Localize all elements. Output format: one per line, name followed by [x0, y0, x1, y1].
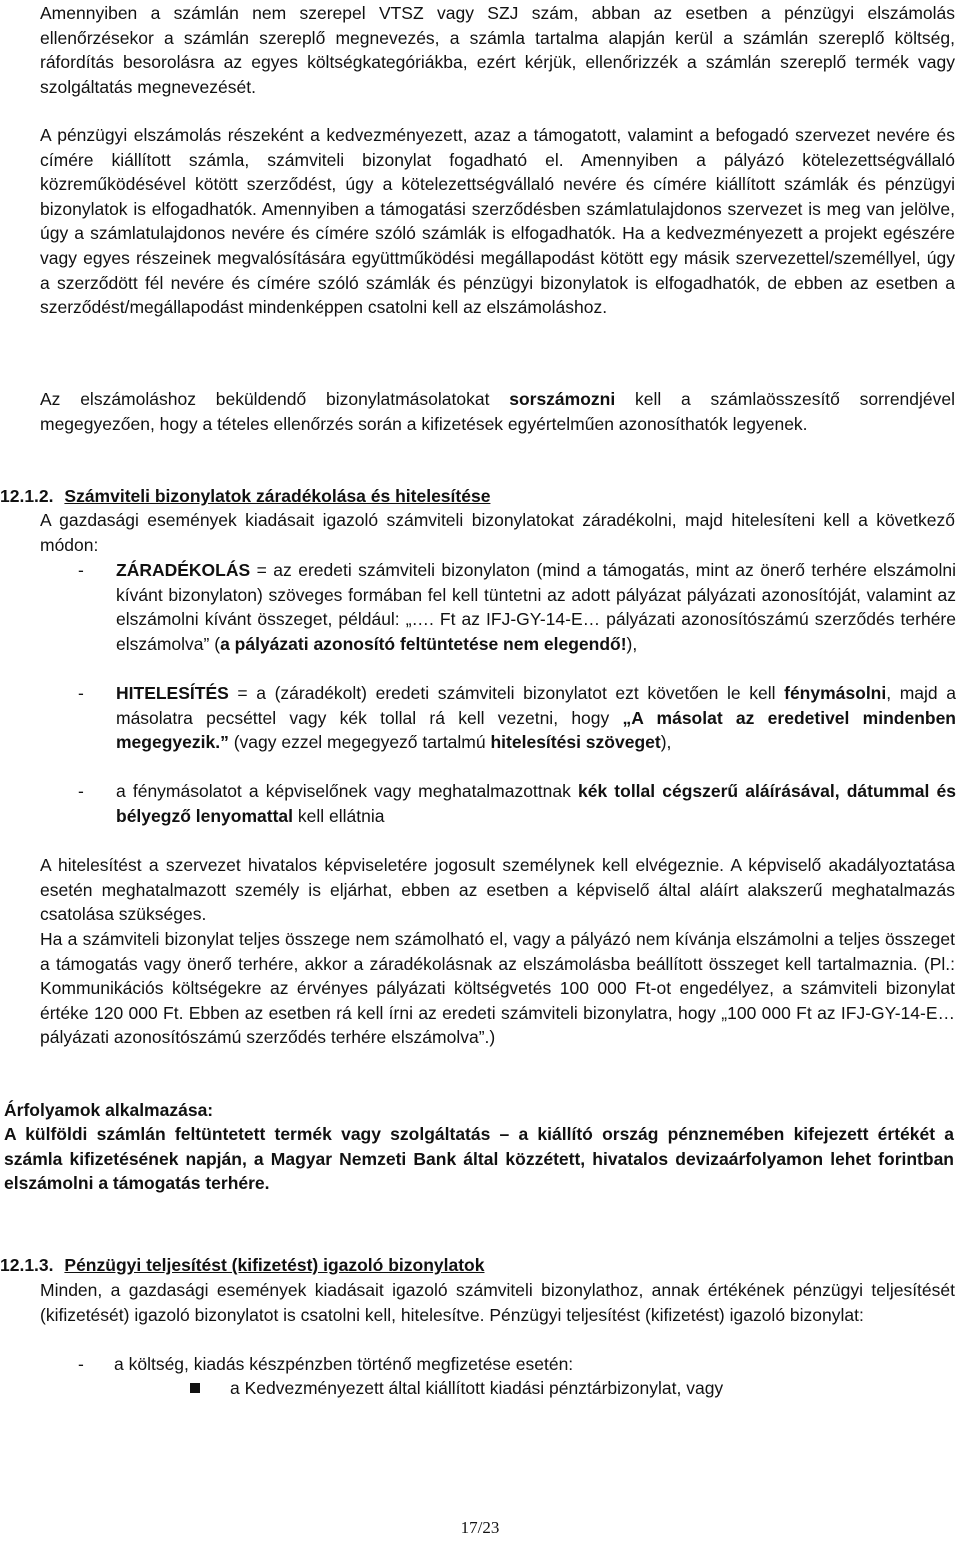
exchange-rate-text: A külföldi számlán feltüntetett termék vagy szolgáltatás – a kiállító ország pénznemében kifejezett értékét a számla kifizetésének napján, a Magyar Nemzeti Bank által közzétett, hivatalos devizaárfolyamon lehet forintban elszámolni a támogatás terhére.: [4, 1124, 954, 1194]
section-heading-12-1-3: [0, 1253, 960, 1278]
section-title: Pénzügyi teljesítést (kifizetést) igazoló bizonylatok: [64, 1255, 485, 1275]
eligible-invoices-paragraph: A pénzügyi elszámolás részeként a kedvezményezett, azaz a támogatott, valamint a befogadó szervezet nevére és címére kiállított számla, számviteli bizonylat fogadható el. Amennyiben a pályázó kötelezettségvállaló közreműködésével kötött szerződést, úgy a kötelezettségvállaló nevére és címére kiállított számlák és pénzügyi bizonylatok is elfogadhatók. Amennyiben a támogatási szerződésben számlatulajdonos szervezet is meg van jelölve, úgy a számlatulajdonos nevére és címére szóló számlák is elfogadhatók. Ha a kedvezményezett a projekt egészére vagy egyes részeinek megvalósítására együttműködési megállapodást kötött egy másik szervezettel/személlyel, úgy a szerződött fél nevére és címére szóló számlák és pénzügyi bizonylatok is elfogadhatók, de ebben az esetben a szerződést/megállapodást mindenképpen csatolni kell az elszámoláshoz.: [40, 125, 955, 318]
section-number: 12.1.3.: [0, 1255, 54, 1275]
partial-amount-paragraph: Ha a számviteli bizonylat teljes összege nem számolható el, vagy a pályázó nem kívánja elszámolni a teljes összeget a támogatás vagy önerő terhére, akkor a záradékolásnak az elszámolásba beállított összeget kell tartalmaznia. (Pl.: Kommunikációs költségekre az érvényes pályázati költségvetés 100 000 Ft-ot engedélyez, a számviteli bizonylat értéke 120 000 Ft. Ebben az esetben rá kell írni az eredeti számviteli bizonylatra, hogy „100 000 Ft az IFJ-GY-14-E… pályázati azonosítószámú szerződés terhére elszámolva”.): [40, 929, 955, 1048]
section-heading-12-1-2: [0, 484, 960, 509]
section-intro: A gazdasági események kiadásait igazoló számviteli bizonylatokat záradékolni, majd hitelesíteni kell a következő módon:: [40, 510, 955, 555]
authentication-paragraph: A hitelesítést a szervezet hivatalos képviseletére jogosult személynek kell elvégeznie. A képviselő akadályoztatása esetén meghatalmazott személy is eljárhat, ebben az esetben a képviselő által aláírt alakszerű meghatalmazás csatolása szükséges.: [40, 855, 955, 925]
intro-paragraph: Amennyiben a számlán nem szerepel VTSZ vagy SZJ szám, abban az esetben a pénzügyi elszámolás ellenőrzésekor a számlán szereplő megnevezés, a számla tartalma alapján kerül a számlán szereplő költség, ráfordítás besorolásra az egyes költségkategóriákba, ezért kérjük, ellenőrizzék a számlán szereplő termék vagy szolgáltatás megnevezését.: [40, 3, 955, 97]
section-number: 12.1.2.: [0, 486, 54, 506]
page-number: 17/23: [460, 1518, 500, 1537]
exchange-rate-title: Árfolyamok alkalmazása:: [4, 1100, 214, 1120]
numbering-keyword: sorszámozni: [509, 389, 616, 409]
document-page: Amennyiben a számlán nem szerepel VTSZ vagy SZJ szám, abban az esetben a pénzügyi elszámolás ellenőrzésekor a számlán szereplő megnevezés, a számla tartalma alapján kerül a számlán szereplő költség, ráfordítás besorolásra az egyes költségkategóriákba, ezért kérjük, ellenőrizzék a számlán szereplő termék vagy szolgáltatás megnevezését. A pénzügyi elszámolás részeként a kedvezményezett, azaz a támogatott, valamint a befogadó szervezet nevére és címére kiállított számla, számviteli bizonylat fogadható el. Amennyiben a pályázó kötelezettségvállaló közreműködésével kötött szerződést, úgy a kötelezettségvállaló nevére és címére kiállított számlák és pénzügyi bizonylatok is elfogadhatók. Amennyiben a támogatási szerződésben számlatulajdonos szervezet is meg van jelölve, úgy a számlatulajdonos nevére és címére szóló számlák is elfogadhatók. Ha a kedvezményezett a projekt egészére vagy egyes részeinek megvalósítására együttműködési megállapodást kötött egy másik szervezettel/személlyel, úgy a szerződött fél nevére és címére szóló számlák és pénzügyi bizonylatok is elfogadhatók, de ebben az esetben a szerződést/megállapodást mindenképpen csatolni kell az elszámoláshoz. Az elszámoláshoz beküldendő bizonylatmásolatokat sorszámozni kell a számlaösszesítő sorrendjével megegyezően, hogy a tételes ellenőrzés során a kifizetések egyértelműen azonosíthatók legyenek. 12.1.2. Számviteli bizonylatok záradékolása és hitelesítése A gazdasági események kiadásait igazoló számviteli bizonylatokat záradékolni, majd hitelesíteni kell a következő módon: - ZÁRADÉKOLÁS = az eredeti számviteli bizonylaton (mind a támogatás, mint az önerő terhére elszámolni kívánt bizonylaton) szöveges formában fel kell tüntetni az adott pályázat pályázati azonosítóját, valamint az elszámolni kívánt összeget, például: „…. Ft az IFJ-GY-14-E… pályázati azonosítószámú szerződés terhére elszámolva” (a pályázati azonosító feltüntetése nem elegendő!), - HITELESÍTÉS = a (záradékolt) eredeti számviteli bizonylatot ezt követően le kell fénymásolni, majd a másolatra pecséttel vagy kék tollal rá kell vezetni, hogy „A másolat az eredetivel mindenben megegyezik.” (vagy ezzel megegyező tartalmú hitelesítési szöveget), - a fénymásolatot a képviselőnek vagy meghatalmazottnak kék tollal cégszerű aláírásával, dátummal és bélyegző lenyomattal kell ellátnia A hitelesítést a szervezet hivatalos képviseletére jogosult személynek kell elvégeznie. A képviselő akadályoztatása esetén meghatalmazott személy is eljárhat, ebben az esetben a képviselő által aláírt alakszerű meghatalmazás csatolása szükséges. Ha a számviteli bizonylat teljes összege nem számolható el, vagy a pályázó nem kívánja elszámolni a teljes összeget a támogatás vagy önerő terhére, akkor a záradékolásnak az elszámolásba beállított összeget kell tartalmaznia. (Pl.: Kommunikációs költségekre az érvényes pályázati költségvetés 100 000 Ft-ot engedélyez, a számviteli bizonylat értéke 120 000 Ft. Ebben az esetben rá kell írni az eredeti számviteli bizonylatra, hogy „100 000 Ft az IFJ-GY-14-E… pályázati azonosítószámú szerződés terhére elszámolva”.) Árfolyamok alkalmazása: A külföldi számlán feltüntetett termék vagy szolgáltatás – a kiállító ország pénznemében kifejezett értékét a számla kifizetésének napján, a Magyar Nemzeti Bank által közzétett, hivatalos devizaárfolyamon lehet forintban elszámolni a támogatás terhére. 12.1.3. Pénzügyi teljesítést (kifizetést) igazoló bizonylatok Minden, a gazdasági események kiadásait igazoló számviteli bizonylathoz, annak értékének pénzügyi teljesítését (kifizetését) igazoló bizonylatot is csatolni kell, hitelesítve. Pénzügyi teljesítést (kifizetést) igazoló bizonylat: - a költség, kiadás készpénzben történő megfizetése esetén: a Kedvezményezett által kiállított kiadási pénztárbizonylat, vagy 17/23: [0, 0, 960, 1541]
numbering-paragraph: Az elszámoláshoz beküldendő bizonylatmásolatokat sorszámozni kell a számlaösszesítő sorrendjével megegyezően, hogy a tételes ellenőrzés során a kifizetések egyértelműen azonosíthatók legyenek.: [40, 389, 956, 434]
payment-proof-intro: Minden, a gazdasági események kiadásait igazoló számviteli bizonylathoz, annak értékének pénzügyi teljesítését (kifizetését) igazoló bizonylatot is csatolni kell, hitelesítve. Pénzügyi teljesítést (kifizetést) igazoló bizonylat:: [40, 1280, 955, 1325]
sub-list-item-cash-voucher: a Kedvezményezett által kiállított kiadási pénztárbizonylat, vagy: [230, 1378, 724, 1398]
square-bullet-icon: [190, 1383, 200, 1393]
section-title: Számviteli bizonylatok záradékolása és hitelesítése: [64, 486, 491, 506]
